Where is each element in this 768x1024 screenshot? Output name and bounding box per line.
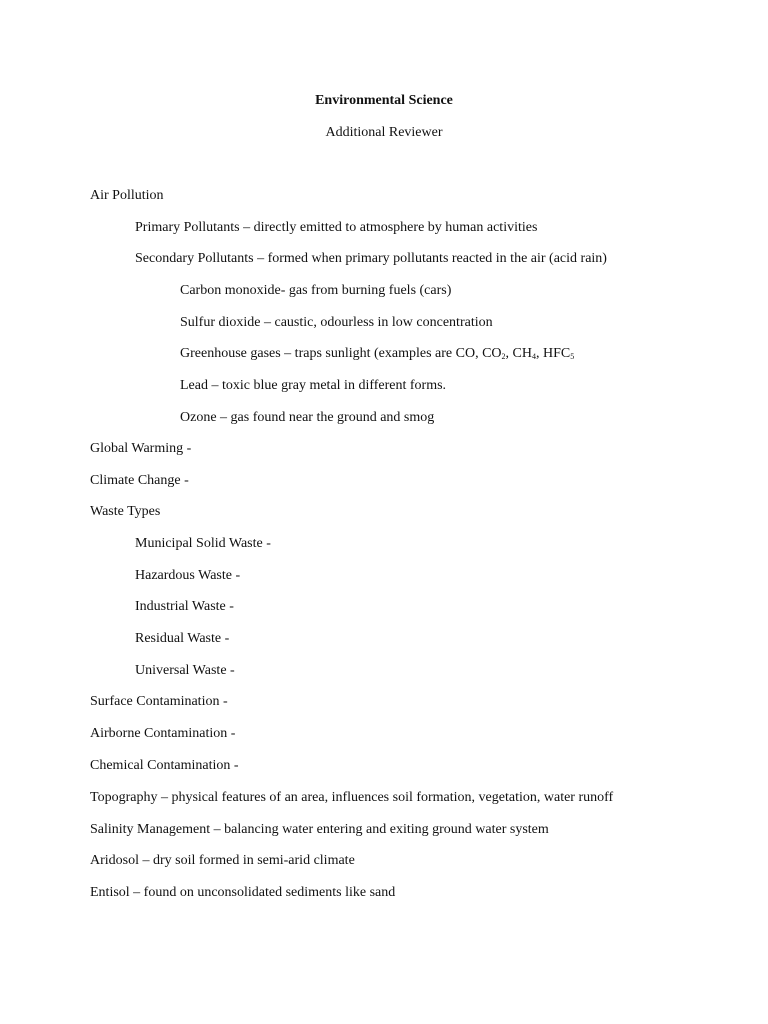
heading-airborne-contamination: Airborne Contamination -	[90, 726, 236, 741]
item-secondary-pollutants: Secondary Pollutants – formed when primary pollutants reacted in the air (acid rain)	[135, 251, 607, 266]
item-sulfur-dioxide: Sulfur dioxide – caustic, odourless in low concentration	[180, 315, 493, 330]
heading-waste-types: Waste Types	[90, 504, 161, 519]
heading-topography: Topography – physical features of an area, influences soil formation, vegetation, water runoff	[90, 790, 614, 805]
item-lead: Lead – toxic blue gray metal in different forms.	[180, 378, 447, 393]
item-primary-pollutants: Primary Pollutants – directly emitted to atmosphere by human activities	[135, 220, 538, 235]
heading-chemical-contamination: Chemical Contamination -	[90, 758, 239, 773]
item-municipal-solid-waste: Municipal Solid Waste -	[135, 536, 271, 551]
greenhouse-gases-text: Greenhouse gases – traps sunlight (examples are CO, $CO_2$, $CH_4$, $HFC_5$	[180, 346, 575, 361]
item-industrial-waste: Industrial Waste -	[135, 599, 234, 614]
heading-surface-contamination: Surface Contamination -	[90, 694, 228, 709]
item-carbon-monoxide: Carbon monoxide- gas from burning fuels (cars)	[180, 283, 452, 298]
item-ozone: Ozone – gas found near the ground and smog	[180, 410, 435, 425]
heading-climate-change: Climate Change -	[90, 473, 189, 488]
heading-air-pollution: Air Pollution	[90, 188, 164, 203]
heading-salinity-management: Salinity Management – balancing water entering and exiting ground water system	[90, 822, 549, 837]
item-universal-waste: Universal Waste -	[135, 663, 235, 678]
heading-entisol: Entisol – found on unconsolidated sediments like sand	[90, 885, 396, 900]
heading-aridosol: Aridosol – dry soil formed in semi-arid climate	[90, 853, 355, 868]
document-title: Environmental Science	[315, 93, 453, 108]
heading-global-warming: Global Warming -	[90, 441, 192, 456]
item-hazardous-waste: Hazardous Waste -	[135, 568, 241, 583]
item-residual-waste: Residual Waste -	[135, 631, 230, 646]
document-subtitle: Additional Reviewer	[325, 125, 443, 140]
item-greenhouse-gases	[180, 345, 574, 363]
